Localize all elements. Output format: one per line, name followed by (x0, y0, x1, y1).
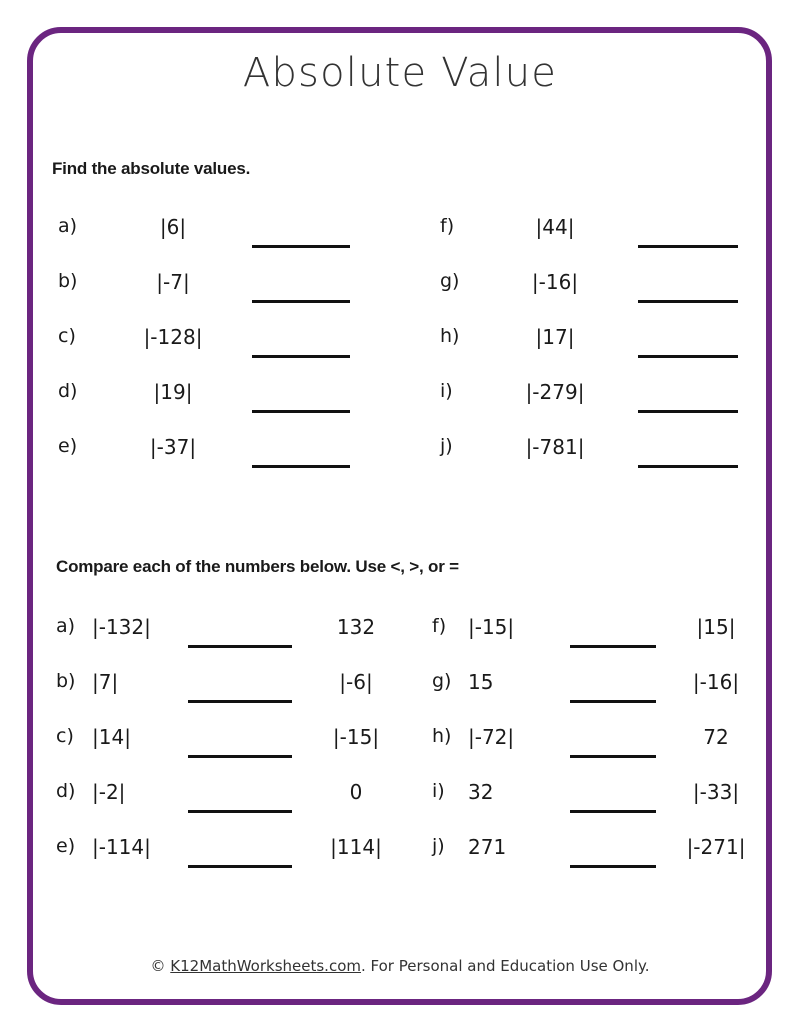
problem-label: i) (432, 780, 445, 802)
problem-label: c) (58, 325, 76, 347)
problem-label: a) (58, 215, 78, 237)
problem-label: i) (440, 380, 453, 402)
problem-expression: |-781| (525, 435, 585, 459)
section-heading-find-absolute-values: Find the absolute values. (52, 159, 251, 178)
comparison-blank[interactable] (188, 700, 292, 703)
comparison-right-value: 132 (336, 615, 376, 639)
copyright-suffix: . For Personal and Education Use Only. (361, 957, 650, 975)
problem-label: j) (432, 835, 445, 857)
problem-label: d) (58, 380, 78, 402)
problem-label: b) (58, 270, 78, 292)
answer-blank[interactable] (638, 465, 738, 468)
comparison-left-value: 32 (468, 780, 494, 804)
problem-expression: |44| (535, 215, 575, 239)
page-title: Absolute Value (242, 50, 558, 96)
problem-expression: |6| (159, 215, 187, 239)
problem-label: f) (440, 215, 455, 237)
comparison-left-value: |14| (92, 725, 131, 749)
problem-expression: |-7| (156, 270, 190, 294)
comparison-right-value: |-271| (686, 835, 746, 859)
problem-expression: |-128| (143, 325, 203, 349)
answer-blank[interactable] (252, 410, 350, 413)
problem-label: c) (56, 725, 74, 747)
comparison-left-value: |-72| (468, 725, 515, 749)
comparison-blank[interactable] (570, 700, 656, 703)
problem-expression: |-279| (525, 380, 585, 404)
problem-label: b) (56, 670, 76, 692)
footer (0, 957, 800, 975)
comparison-blank[interactable] (570, 755, 656, 758)
comparison-right-value: |-16| (692, 670, 740, 694)
comparison-left-value: 15 (468, 670, 494, 694)
problem-label: g) (432, 670, 452, 692)
answer-blank[interactable] (252, 300, 350, 303)
problem-expression: |-37| (149, 435, 197, 459)
answer-blank[interactable] (638, 300, 738, 303)
answer-blank[interactable] (638, 245, 738, 248)
problem-expression: |-16| (531, 270, 579, 294)
comparison-right-value: 0 (349, 780, 363, 804)
comparison-blank[interactable] (570, 865, 656, 868)
comparison-blank[interactable] (188, 810, 292, 813)
problem-label: h) (432, 725, 452, 747)
answer-blank[interactable] (638, 410, 738, 413)
comparison-right-value: |-15| (332, 725, 380, 749)
problem-label: a) (56, 615, 76, 637)
section-heading-compare-numbers: Compare each of the numbers below. Use <, >, or = (56, 557, 459, 576)
comparison-right-value: |-6| (339, 670, 373, 694)
problem-expression: |19| (153, 380, 193, 404)
answer-blank[interactable] (252, 355, 350, 358)
problem-label: f) (432, 615, 447, 637)
answer-blank[interactable] (252, 465, 350, 468)
comparison-right-value: |-33| (692, 780, 740, 804)
comparison-blank[interactable] (188, 755, 292, 758)
problem-label: g) (440, 270, 460, 292)
comparison-blank[interactable] (570, 645, 656, 648)
problem-expression: |17| (535, 325, 575, 349)
worksheet-source-link[interactable]: K12MathWorksheets.com (170, 957, 361, 975)
answer-blank[interactable] (638, 355, 738, 358)
comparison-right-value: |114| (330, 835, 382, 859)
comparison-left-value: 271 (468, 835, 507, 859)
comparison-blank[interactable] (188, 645, 292, 648)
problem-label: h) (440, 325, 460, 347)
comparison-left-value: |-132| (92, 615, 151, 639)
copyright-prefix: © (150, 957, 171, 975)
comparison-left-value: |-114| (92, 835, 151, 859)
problem-label: j) (440, 435, 453, 457)
comparison-right-value: 72 (703, 725, 729, 749)
comparison-left-value: |-2| (92, 780, 126, 804)
comparison-left-value: |7| (92, 670, 119, 694)
comparison-left-value: |-15| (468, 615, 515, 639)
answer-blank[interactable] (252, 245, 350, 248)
problem-label: e) (56, 835, 76, 857)
problem-label: d) (56, 780, 76, 802)
comparison-right-value: |15| (696, 615, 736, 639)
problem-label: e) (58, 435, 78, 457)
comparison-blank[interactable] (570, 810, 656, 813)
comparison-blank[interactable] (188, 865, 292, 868)
